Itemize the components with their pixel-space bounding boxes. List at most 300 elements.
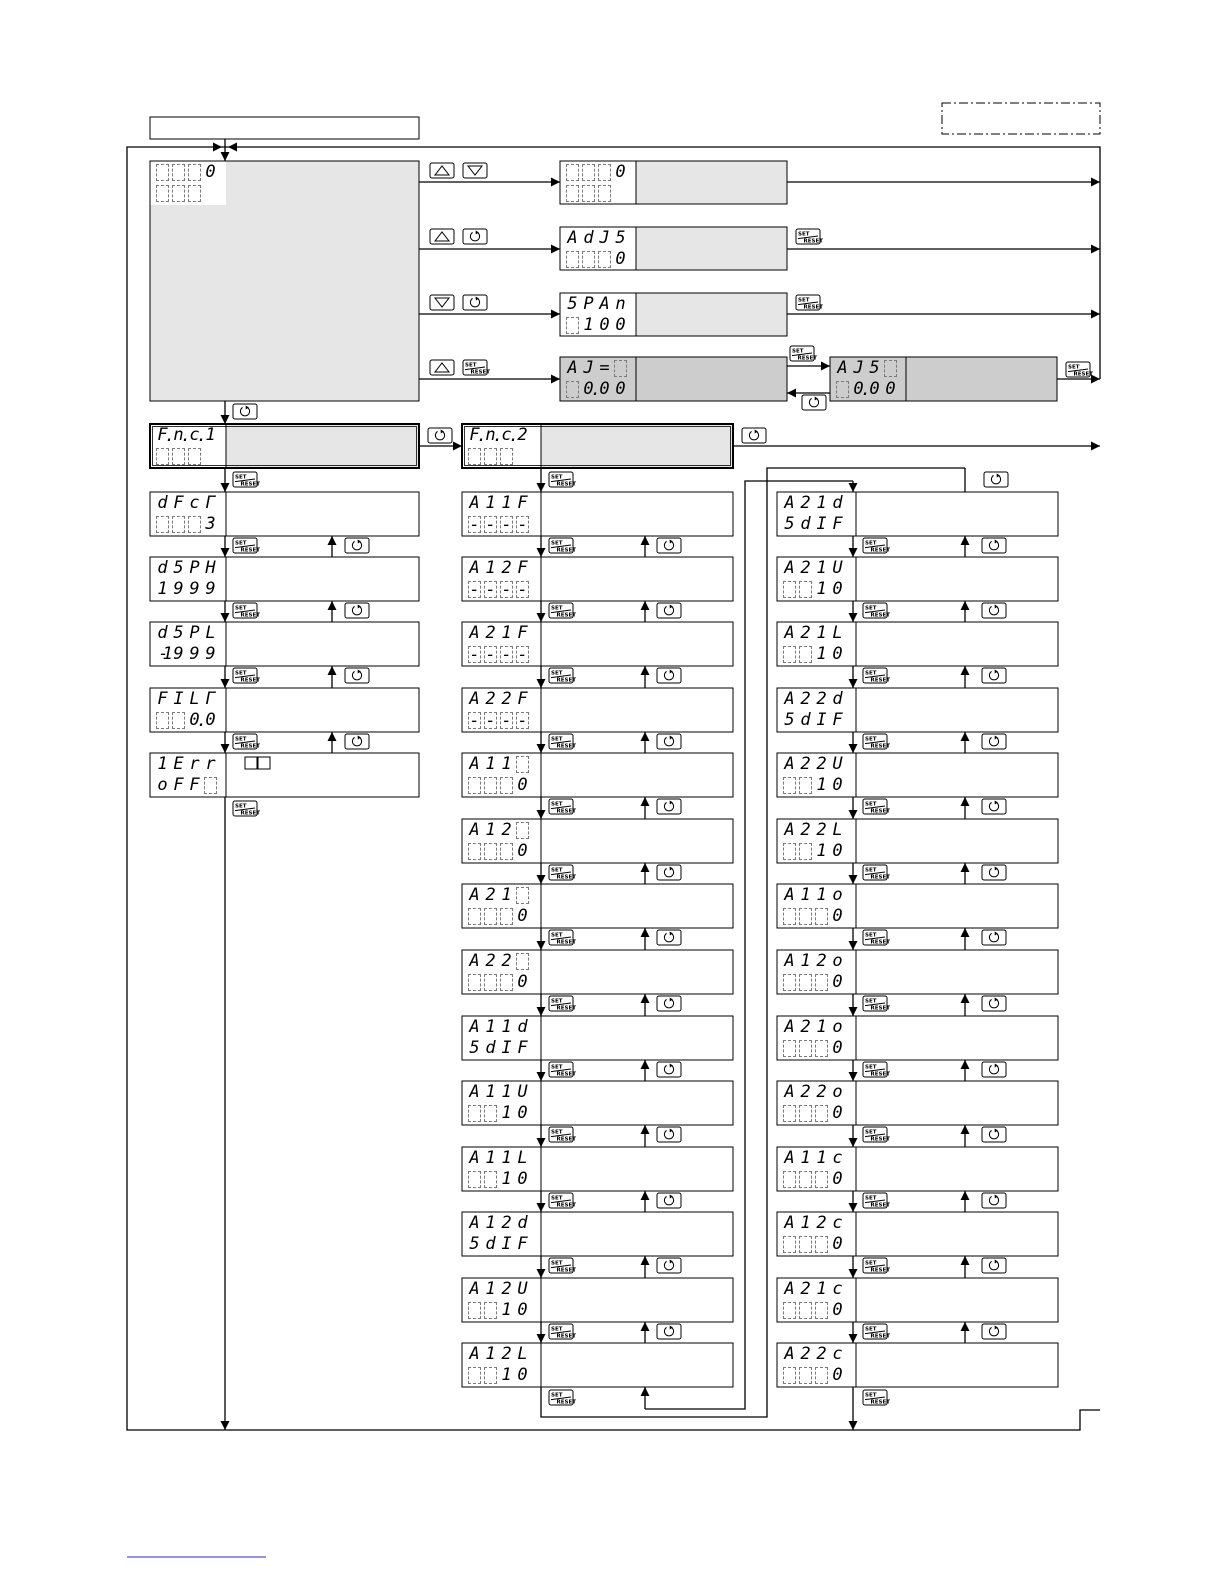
function-2-item-box [462,1081,733,1125]
digit-cell: A [784,885,795,905]
digit-cell: n [615,294,626,314]
digit-cell: E [173,754,184,774]
set-label: SET [865,540,877,547]
set-label: SET [865,998,877,1005]
function-2-item-box [462,1016,733,1060]
digit-cell: - [485,580,496,600]
cycle-key-icon [982,1324,1006,1339]
digit-cell: 2 [816,1082,827,1102]
digit-cell: 1 [800,1148,811,1168]
digit-cell: 0 [832,841,843,861]
up-key-icon [430,229,454,244]
digit-cell: F [157,689,168,709]
reset-label: RESET [556,939,576,946]
set-label: SET [551,1195,563,1202]
set-label: SET [551,932,563,939]
digit-cell: 0 [205,710,216,730]
digit-cell: 1 [485,1344,496,1364]
digit-cell: A [469,1017,480,1037]
arrowhead [537,1138,546,1147]
key-frame [657,1062,681,1077]
arrowhead [849,1138,858,1147]
digit-cell: 1 [501,1365,512,1385]
set-label: SET [235,605,247,612]
reset-label: RESET [1073,371,1093,378]
digit-cell: 0 [832,1103,843,1123]
decimal-point: . [164,426,175,446]
box-background [150,688,419,732]
box-background [150,753,419,797]
digit-cell: 0 [832,1365,843,1385]
key-frame [984,472,1008,487]
arrowhead [641,536,650,545]
digit-cell: o [832,1082,843,1102]
arrowhead [849,1203,858,1212]
digit-cell: A [469,1213,480,1233]
cycle-key-icon [657,1062,681,1077]
reset-label: RESET [556,677,576,684]
digit-cell: 1 [485,1017,496,1037]
digit-cell: 1 [816,493,827,513]
function-2-item-box [462,557,733,601]
set-label: SET [792,348,804,355]
digit-cell: A [784,1279,795,1299]
digit-cell: A [784,689,795,709]
set-label: SET [551,1064,563,1071]
key-frame [345,668,369,683]
key-frame [657,996,681,1011]
box-background [150,492,419,536]
box-background [777,688,1058,732]
set-label: SET [551,670,563,677]
digit-cell: 0 [832,1169,843,1189]
decimal-point: . [196,426,207,446]
box-background [777,557,1058,601]
key-frame [657,865,681,880]
cycle-key-icon [657,668,681,683]
arrowhead [641,928,650,937]
cycle-key-icon [463,229,487,244]
key-frame [463,295,487,310]
digit-cell: d [800,710,811,730]
digit-cell: A [567,228,578,248]
reset-label: RESET [870,612,890,619]
box-background [462,1081,733,1125]
cycle-key-icon [742,428,766,443]
box-background [462,950,733,994]
set-label: SET [865,1129,877,1136]
adjustment-box-2 [830,357,1057,401]
arrowhead [821,362,830,371]
arrowhead [961,536,970,545]
reset-label: RESET [240,810,260,817]
arrowhead [328,732,337,741]
key-frame [345,603,369,618]
cycle-key-icon [982,734,1006,749]
reset-label: RESET [556,1333,576,1340]
arrowhead [328,666,337,675]
reset-label: RESET [803,238,823,245]
digit-cell: 0 [832,906,843,926]
box-background [462,688,733,732]
digit-cell: d [583,228,594,248]
key-frame [742,428,766,443]
box-background [777,950,1058,994]
arrowhead [537,941,546,950]
digit-cell: F [517,623,528,643]
reset-label: RESET [870,547,890,554]
digit-cell: 2 [816,754,827,774]
digit-cell: 1 [485,558,496,578]
arrowhead [221,613,230,622]
digit-cell: 2 [485,689,496,709]
arrowhead [849,1269,858,1278]
set-reset-key-icon [863,1062,890,1078]
key-frame [982,538,1006,553]
function-2-continued-item-box [777,1147,1058,1191]
cycle-key-icon [345,538,369,553]
reset-label: RESET [556,612,576,619]
arrowhead [221,415,230,424]
function-menu-1-box [150,424,419,468]
digit-cell: 1 [800,1213,811,1233]
digit-cell: n . [173,425,191,446]
reset-label: RESET [556,808,576,815]
arrowhead [961,1060,970,1069]
digit-cell: P [189,558,200,578]
digit-cell: F [173,775,184,795]
description-area [541,424,733,468]
function-2-continued-item-box [777,1278,1058,1322]
digit-cell: P [189,623,200,643]
set-label: SET [865,1195,877,1202]
cycle-key-icon [657,865,681,880]
cycle-key-icon [982,996,1006,1011]
digit-cell: U [517,1082,528,1102]
key-frame [657,1258,681,1273]
arrowhead [641,666,650,675]
reset-label: RESET [556,547,576,554]
digit-cell: 0 [832,579,843,599]
arrowhead [641,732,650,741]
digit-cell: 2 [816,1344,827,1364]
arrowhead [537,1269,546,1278]
mode-select-box [150,161,419,401]
function-2-continued-item-box [777,753,1058,797]
set-reset-key-icon [796,295,823,311]
cycle-key-icon [657,603,681,618]
digit-cell: F [832,710,843,730]
set-label: SET [551,1326,563,1333]
digit-cell: 0 [517,775,528,795]
box-background [150,557,419,601]
cycle-key-icon [657,1127,681,1142]
digit-cell: 1 [485,754,496,774]
box-background [462,1212,733,1256]
digit-cell: - [485,645,496,665]
digit-cell: 0 [517,972,528,992]
set-label: SET [798,231,810,238]
digit-cell: 0 [599,379,610,399]
option-square [258,757,270,769]
set-reset-key-icon [549,1324,576,1340]
digit-cell: - [517,711,528,731]
digit-cell: o [157,775,168,795]
set-reset-key-icon [863,1193,890,1209]
key-frame [982,996,1006,1011]
digit-cell: F [189,775,200,795]
arrowhead [961,928,970,937]
cycle-key-icon [982,930,1006,945]
arrowhead [641,1125,650,1134]
digit-cell: d [485,1038,496,1058]
digit-cell: 1 [485,1213,496,1233]
function-2-item-box [462,688,733,732]
digit-cell: H [205,558,216,578]
box-background [462,1016,733,1060]
digit-cell: F . [157,425,175,446]
digit-cell: 0 [517,841,528,861]
set-reset-key-icon [863,668,890,684]
function-2-continued-item-box [777,688,1058,732]
digit-cell: 1 [485,1082,496,1102]
decimal-point: . [492,426,503,446]
function-2-continued-item-box [777,557,1058,601]
box-background [777,1343,1058,1387]
digit-cell: 1 [501,885,512,905]
digit-cell: 1 [583,315,594,335]
digit-cell: 1 [501,1148,512,1168]
function-2-item-box [462,492,733,536]
digit-cell: A [469,1344,480,1364]
set-reset-key-icon [863,1127,890,1143]
digit-cell: A [469,885,480,905]
set-label: SET [798,297,810,304]
arrowhead [551,245,560,254]
digit-cell: 2 [816,820,827,840]
arrowhead [849,1072,858,1081]
cycle-key-icon [345,668,369,683]
down-key-icon [430,295,454,310]
digit-cell: 0 [517,1103,528,1123]
function-2-continued-item-box [777,1343,1058,1387]
arrowhead [221,679,230,688]
digit-cell: F [173,493,184,513]
reset-label: RESET [556,1005,576,1012]
set-label: SET [551,540,563,547]
arrowhead [221,744,230,753]
digit-cell: I [501,1234,512,1254]
function-2-continued-item-box [777,819,1058,863]
set-label: SET [551,605,563,612]
cycle-key-icon [657,930,681,945]
box-background [777,1081,1058,1125]
set-reset-key-icon [233,801,260,817]
arrowhead [641,863,650,872]
digit-cell: 9 [189,579,200,599]
set-reset-key-icon [863,930,890,946]
digit-cell: - [485,711,496,731]
digit-cell: 2 [501,820,512,840]
digit-cell: - [501,515,512,535]
digit-cell: 0 [832,644,843,664]
digit-cell: - [469,645,480,665]
digit-cell: F . [469,425,487,446]
arrowhead [641,1060,650,1069]
digit-cell: 2 [800,493,811,513]
reset-label: RESET [797,355,817,362]
set-label: SET [551,474,563,481]
digit-cell: 1 [485,1279,496,1299]
set-reset-key-icon [863,734,890,750]
function-2-continued-item-box [777,1212,1058,1256]
box-background [462,1147,733,1191]
set-label: SET [551,1392,563,1399]
key-frame [657,1193,681,1208]
cycle-key-icon [657,799,681,814]
box-background [462,1343,733,1387]
digit-cell: c [832,1344,843,1364]
set-label: SET [865,1064,877,1071]
set-reset-key-icon [549,865,576,881]
set-reset-key-icon [863,1390,890,1406]
key-frame [657,538,681,553]
cycle-key-icon [982,865,1006,880]
digit-cell: 1 [816,644,827,664]
digit-cell: 2 [517,425,528,445]
digit-cell: 0 . [189,710,207,731]
set-label: SET [551,736,563,743]
reset-label: RESET [240,743,260,750]
digit-cell: 1 [501,754,512,774]
digit-cell: A [469,623,480,643]
digit-cell: A [784,1344,795,1364]
down-key-icon [463,163,487,178]
set-label: SET [235,540,247,547]
digit-cell: - [469,515,480,535]
box-background [830,357,1057,401]
digit-cell: 0 [832,1038,843,1058]
box-background [462,1278,733,1322]
box-background [777,492,1058,536]
digit-cell: A [469,754,480,774]
digit-cell: r [205,754,216,774]
digit-cell: 1 [501,493,512,513]
key-frame [657,668,681,683]
digit-cell: 0 [885,379,896,399]
digit-cell: A [784,623,795,643]
digit-cell: 2 [800,820,811,840]
decimal-point: . [590,380,601,400]
box-background [777,884,1058,928]
digit-cell: A [469,689,480,709]
cycle-key-icon [982,1258,1006,1273]
digit-cell: A [469,1148,480,1168]
function-2-continued-item-box [777,950,1058,994]
reset-label: RESET [240,612,260,619]
key-frame [982,668,1006,683]
decimal-point: . [860,380,871,400]
arrowhead [1091,310,1100,319]
set-label: SET [865,1326,877,1333]
set-label: SET [551,1260,563,1267]
digit-cell: - [517,515,528,535]
function-1-item-box [150,753,419,797]
function-1-item-box [150,622,419,666]
key-frame [657,734,681,749]
legend-box [942,103,1100,134]
arrowhead [551,178,560,187]
arrowhead [537,613,546,622]
function-1-item-box [150,688,419,732]
set-label: SET [865,801,877,808]
arrowhead [641,1191,650,1200]
up-key-icon [430,163,454,178]
cycle-key-icon [982,799,1006,814]
set-reset-key-icon [549,1062,576,1078]
set-label: SET [1068,364,1080,371]
set-reset-key-icon [549,930,576,946]
digit-cell: 0 [615,249,626,269]
digit-cell: 1 [816,623,827,643]
arrowhead [228,143,237,152]
function-2-item-box [462,1278,733,1322]
arrowhead [849,1334,858,1343]
set-label: SET [235,736,247,743]
digit-cell: I [816,710,827,730]
arrowhead [961,1322,970,1331]
arrowhead [849,613,858,622]
digit-cell: I [173,689,184,709]
digit-cell: 0 [517,1300,528,1320]
reset-label: RESET [870,1399,890,1406]
arrowhead [221,1421,230,1430]
arrowhead [537,810,546,819]
digit-cell: 2 [501,951,512,971]
function-2-continued-item-box [777,1016,1058,1060]
reset-label: RESET [556,743,576,750]
set-reset-key-icon [549,1390,576,1406]
set-label: SET [865,1392,877,1399]
digit-cell: Γ [205,493,216,513]
reset-label: RESET [240,481,260,488]
reset-label: RESET [870,1267,890,1274]
reset-label: RESET [803,304,823,311]
set-label: SET [465,362,477,369]
arrowhead [961,1256,970,1265]
description-area [226,424,419,468]
arrowhead [849,810,858,819]
digit-cell: 9 [205,644,216,664]
arrowhead [641,1322,650,1331]
description-area [636,227,787,270]
digit-cell: L [832,623,843,643]
digit-cell: F [517,689,528,709]
reset-label: RESET [870,677,890,684]
set-reset-key-icon [1066,362,1093,378]
arrowhead [537,744,546,753]
branch-box-2 [560,227,787,270]
connector-line [541,468,965,1417]
box-background [777,622,1058,666]
box-background [462,884,733,928]
digit-cell: o [832,951,843,971]
digit-cell: 2 [501,1279,512,1299]
digit-cell: A [599,294,610,314]
cycle-key-icon [345,734,369,749]
set-reset-key-icon [233,472,260,488]
key-frame [657,603,681,618]
